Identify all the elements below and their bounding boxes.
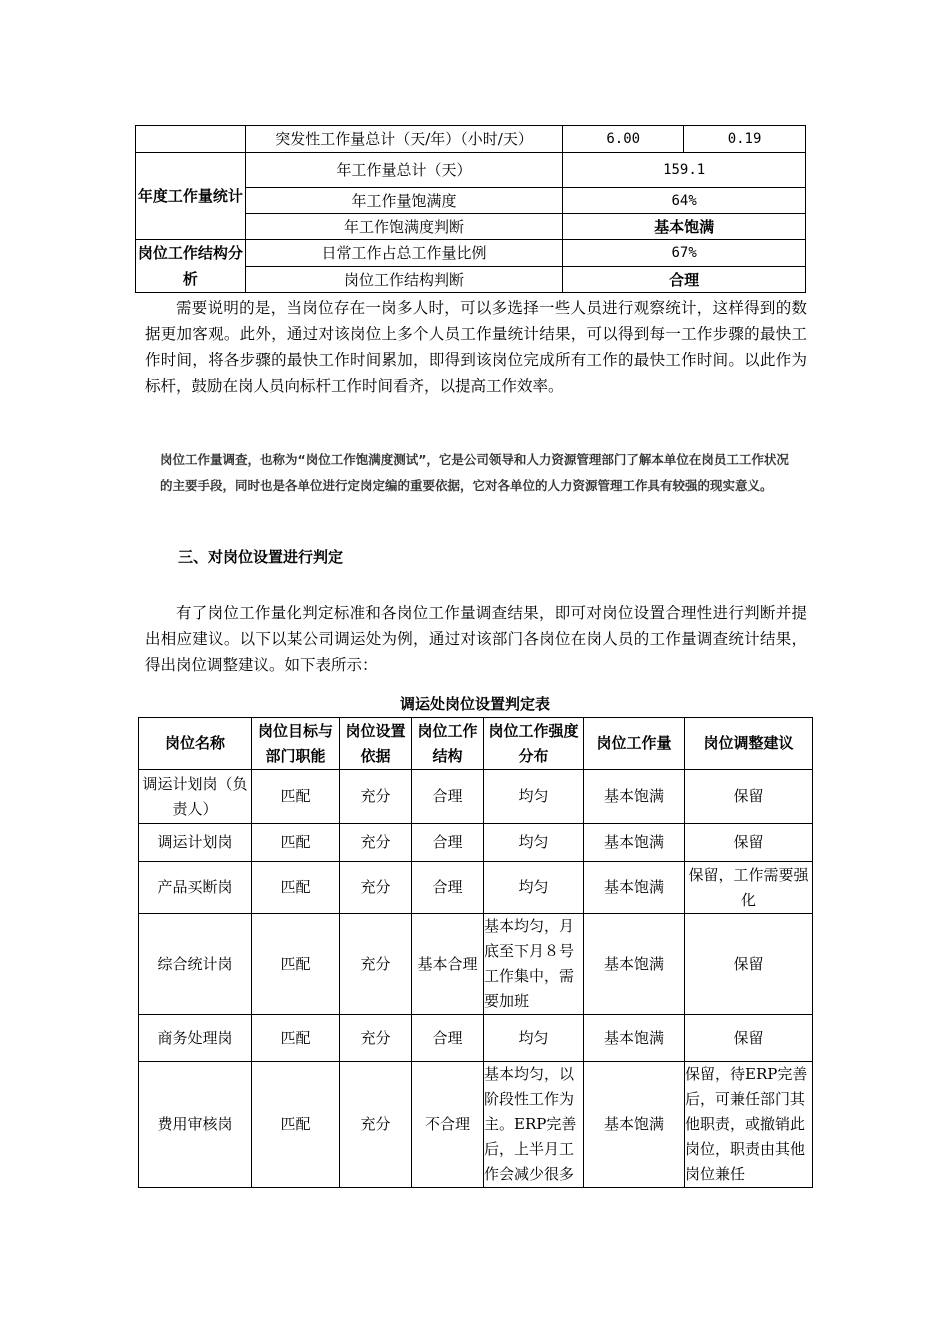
position-name: 产品买断岗 — [139, 862, 252, 914]
position-name: 调运计划岗（负责人） — [139, 770, 252, 824]
stats-value: 合理 — [563, 267, 806, 293]
paragraph-explanation: 需要说明的是，当岗位存在一岗多人时，可以多选择一些人员进行观察统计，这样得到的数据更加客观。此外，通过对该岗位上多个人员工作量统计结果，可以得到每一工作步骤的最快工作时间，将各步骤的最快工作时间累加，即得到该岗位完成所有工作的最快工作时间。以此作为标杆，鼓励在岗人员向标杆工作时间看齐，以提高工作效率。 — [145, 299, 807, 395]
table-cell: 充分 — [340, 1062, 412, 1188]
stats-value: 64% — [563, 188, 806, 214]
table-cell: 基本饱满 — [584, 770, 685, 824]
stats-row-ratio — [136, 240, 806, 267]
table-cell: 保留 — [685, 824, 813, 862]
highlight-note: 岗位工作量调查，也称为“岗位工作饱满度测试”，它是公司领导和人力资源管理部门了解本单位在岗员工工作状况的主要手段，同时也是各单位进行定岗定编的重要依据，它对各单位的人力资源管理工作具有较强的现实意义。 — [160, 452, 789, 493]
table-cell: 保留 — [685, 770, 813, 824]
position-decision-table — [138, 717, 813, 1188]
table-row — [139, 1062, 813, 1188]
table-cell: 均匀 — [484, 770, 584, 824]
header-cell: 岗位工作结构 — [412, 718, 484, 770]
stats-empty-cell — [136, 126, 246, 153]
table-cell: 合理 — [412, 824, 484, 862]
table-cell: 匹配 — [252, 862, 340, 914]
table-row — [139, 1015, 813, 1062]
table-cell: 匹配 — [252, 914, 340, 1015]
header-cell: 岗位调整建议 — [685, 718, 813, 770]
table-cell: 匹配 — [252, 1062, 340, 1188]
table-cell: 基本合理 — [412, 914, 484, 1015]
table-title: 调运处岗位设置判定表 — [399, 695, 550, 713]
group-label-annual: 年度工作量统计 — [136, 153, 246, 240]
table-cell: 基本饱满 — [584, 914, 685, 1015]
table-cell: 基本饱满 — [584, 862, 685, 914]
table-cell: 均匀 — [484, 824, 584, 862]
table-row — [139, 770, 813, 824]
stats-row-burst — [136, 126, 806, 153]
table-cell: 基本饱满 — [584, 1015, 685, 1062]
table-cell: 充分 — [340, 862, 412, 914]
table-cell: 匹配 — [252, 824, 340, 862]
table-cell: 充分 — [340, 1015, 412, 1062]
stats-value: 基本饱满 — [563, 214, 806, 240]
section-heading: 三、对岗位设置进行判定 — [178, 548, 344, 566]
header-cell: 岗位设置依据 — [340, 718, 412, 770]
table-cell: 匹配 — [252, 1015, 340, 1062]
header-cell: 岗位名称 — [139, 718, 252, 770]
table-cell: 合理 — [412, 770, 484, 824]
table-row — [139, 862, 813, 914]
table-row — [139, 824, 813, 862]
table-cell: 基本饱满 — [584, 1062, 685, 1188]
table-cell: 均匀 — [484, 1015, 584, 1062]
table-cell: 基本均匀，以阶段性工作为主。ERP完善后，上半月工作会减少很多 — [484, 1062, 584, 1188]
table-cell: 保留，工作需要强化 — [685, 862, 813, 914]
table-cell: 基本饱满 — [584, 824, 685, 862]
position-name: 费用审核岗 — [139, 1062, 252, 1188]
table-cell: 充分 — [340, 824, 412, 862]
header-cell: 岗位目标与部门职能 — [252, 718, 340, 770]
header-cell: 岗位工作量 — [584, 718, 685, 770]
table-cell: 保留 — [685, 1015, 813, 1062]
table-cell: 合理 — [412, 1015, 484, 1062]
table-header-row — [139, 718, 813, 770]
table-cell: 基本均匀，月底至下月８号工作集中，需要加班 — [484, 914, 584, 1015]
stats-label: 年工作量饱满度 — [245, 188, 562, 214]
table-cell: 保留，待ERP完善后，可兼任部门其他职责，或撤销此岗位，职责由其他岗位兼任 — [685, 1062, 813, 1188]
header-cell: 岗位工作强度分布 — [484, 718, 584, 770]
table-cell: 充分 — [340, 914, 412, 1015]
table-row — [139, 914, 813, 1015]
position-name: 调运计划岗 — [139, 824, 252, 862]
stats-value: 6.00 — [563, 126, 684, 153]
stats-label: 突发性工作量总计（天/年）（小时/天） — [245, 126, 562, 153]
stats-value: 159.1 — [563, 153, 806, 188]
table-cell: 均匀 — [484, 862, 584, 914]
paragraph-intro: 有了岗位工作量化判定标准和各岗位工作量调查结果，即可对岗位设置合理性进行判断并提出相应建议。以下以某公司调运处为例，通过对该部门各岗位在岗人员的工作量调查统计结果，得出岗位调整建议。如下表所示： — [145, 604, 807, 674]
group-label-structure: 岗位工作结构分析 — [136, 240, 246, 293]
stats-label: 日常工作占总工作量比例 — [245, 240, 562, 267]
table-cell: 保留 — [685, 914, 813, 1015]
stats-label: 岗位工作结构判断 — [245, 267, 562, 293]
stats-row-total — [136, 153, 806, 188]
stats-value: 0.19 — [684, 126, 806, 153]
table-cell: 不合理 — [412, 1062, 484, 1188]
table-cell: 充分 — [340, 770, 412, 824]
table-cell: 匹配 — [252, 770, 340, 824]
table-cell: 合理 — [412, 862, 484, 914]
stats-label: 年工作量总计（天） — [245, 153, 562, 188]
position-name: 商务处理岗 — [139, 1015, 252, 1062]
workload-stats-table — [135, 125, 806, 293]
stats-label: 年工作饱满度判断 — [245, 214, 562, 240]
stats-value: 67% — [563, 240, 806, 267]
position-name: 综合统计岗 — [139, 914, 252, 1015]
